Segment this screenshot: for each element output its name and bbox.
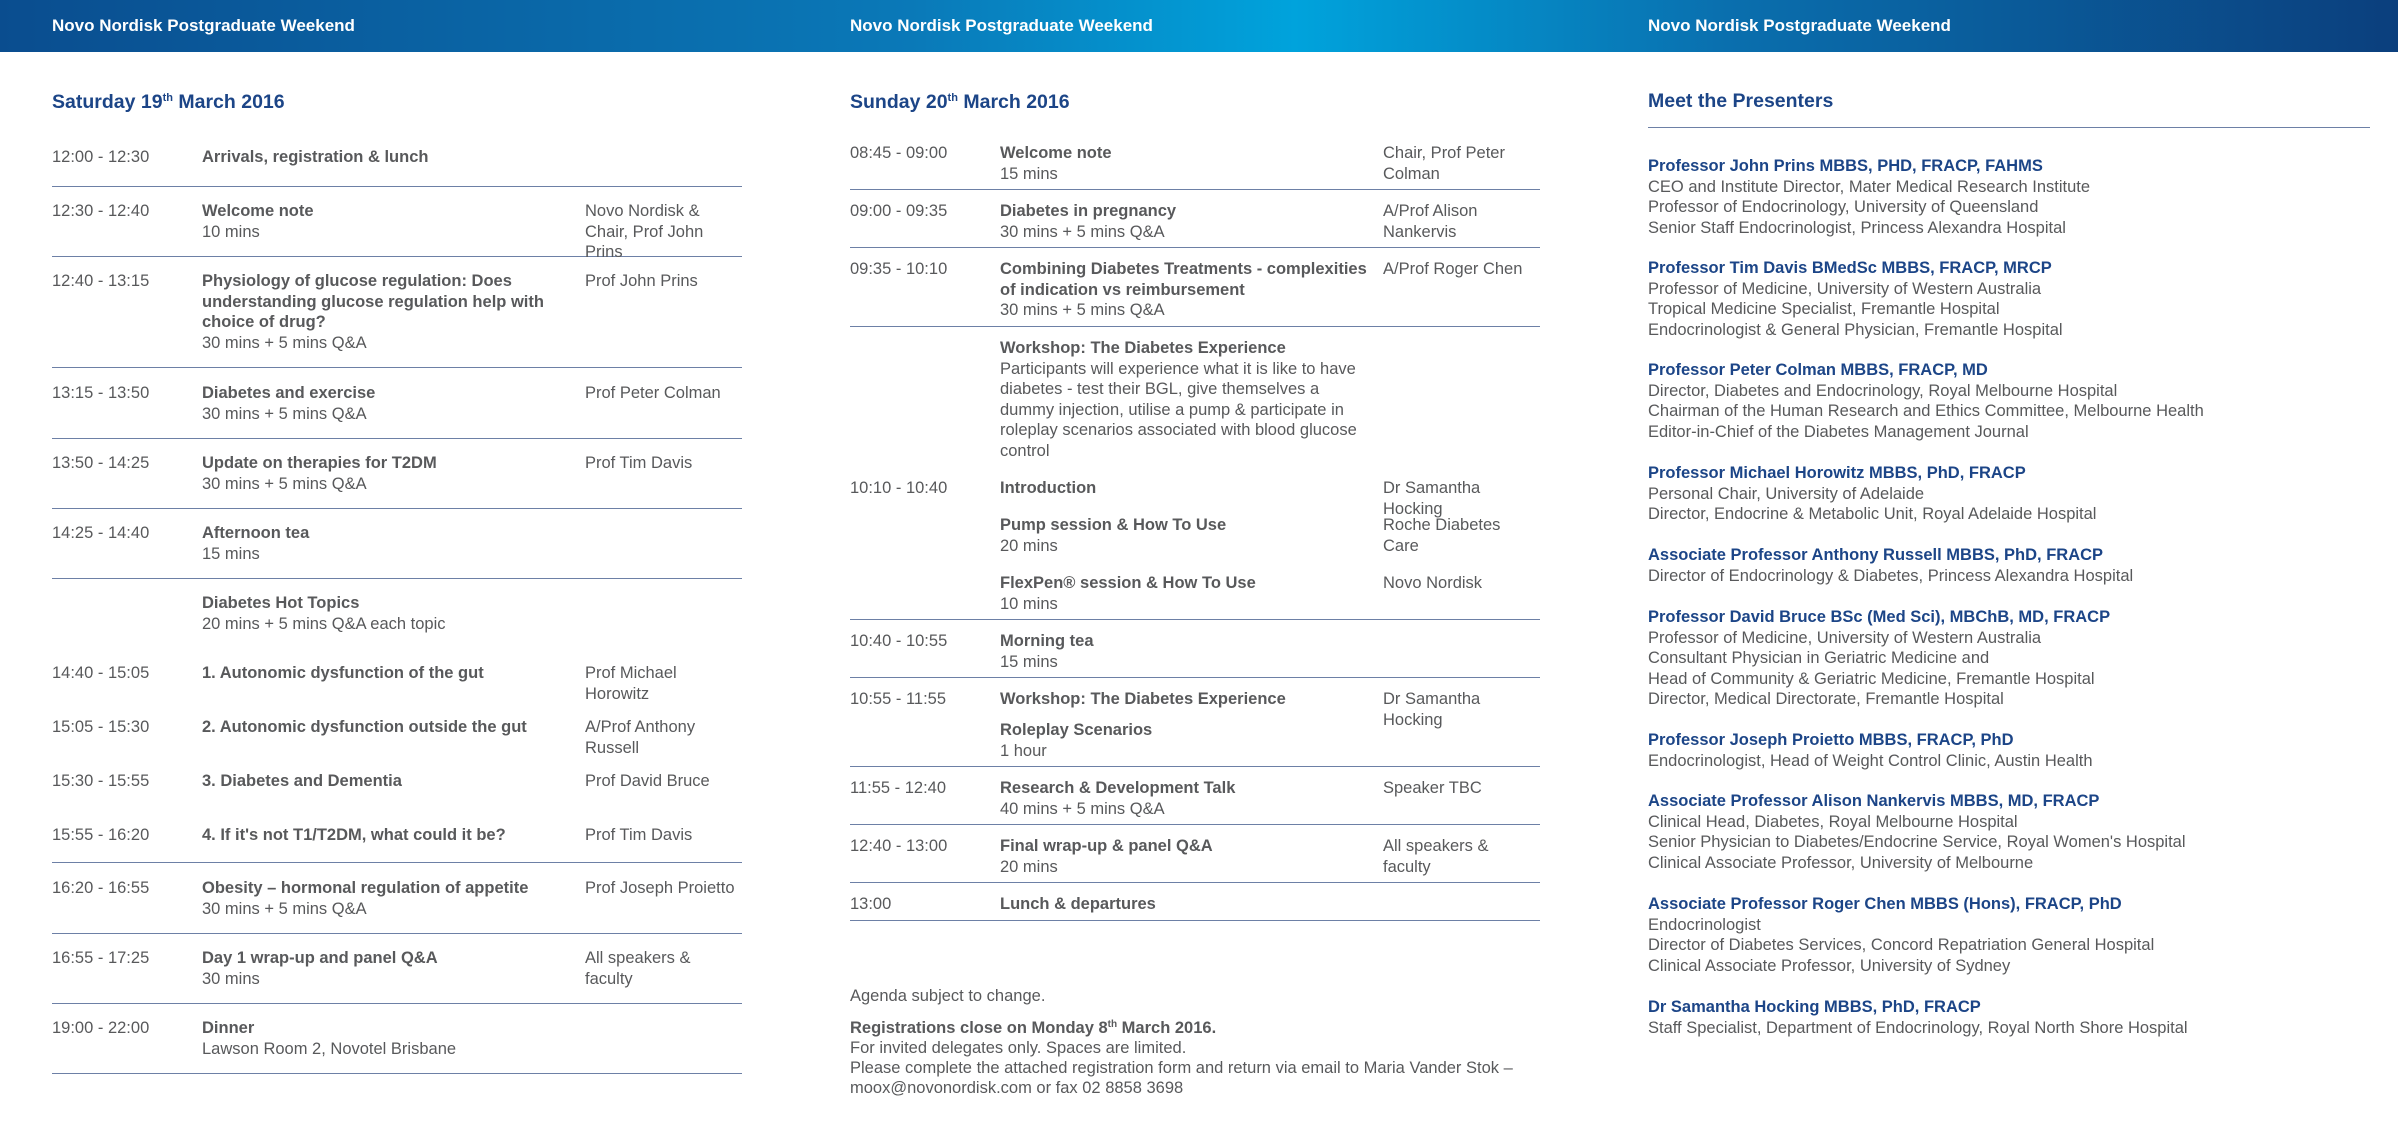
agenda-row: 16:20 - 16:55 Obesity – hormonal regulation of appetite 30 mins + 5 mins Q&A Prof Joseph Proietto [52,878,742,934]
agenda-row: 15:55 - 16:20 4. If it's not T1/T2DM, what could it be? Prof Tim Davis [52,825,742,863]
agenda-change-note: Agenda subject to change. [850,987,1046,1005]
agenda-row: 13:15 - 13:50 Diabetes and exercise 30 mins + 5 mins Q&A Prof Peter Colman [52,383,742,439]
presenter-card: Associate Professor Roger Chen MBBS (Hons), FRACP, PhD Endocrinologist Director of Diabetes Services, Concord Repatriation General Hospital Clinical Associate Professor, University of Sydney [1648,895,2155,975]
agenda-row: 16:55 - 17:25 Day 1 wrap-up and panel Q&A 30 mins All speakers & faculty [52,948,742,1004]
agenda-row: FlexPen® session & How To Use 10 mins Novo Nordisk [850,573,1540,620]
agenda-notes [850,986,1540,1098]
presenter-card: Professor John Prins MBBS, PHD, FRACP, FAHMS CEO and Institute Director, Mater Medical Research Institute Professor of Endocrinology, University of Queensland Senior Staff Endocrinologist, Princess Alexandra Hospital [1648,157,2091,237]
invited-note: For invited delegates only. Spaces are limited. [850,1039,1187,1057]
sunday-heading: Sunday 20th March 2016 [850,91,1070,113]
agenda-row: Roleplay Scenarios 1 hour [850,720,1540,767]
agenda-row: 15:05 - 15:30 2. Autonomic dysfunction outside the gut A/Prof Anthony Russell [52,718,696,757]
agenda-row: Workshop: The Diabetes Experience Participants will experience what it is like to have diabetes - test their BGL, give themselves a dummy injection, utilise a pump & participate in roleplay scenarios associated with blood glucose control [1000,339,1357,460]
agenda-row: 12:40 - 13:15 Physiology of glucose regulation: Does understanding glucose regulation help with choice of drug? 30 mins + 5 mins Q&A Prof John Prins [52,271,742,368]
agenda-row: 15:30 - 15:55 3. Diabetes and Dementia Prof David Bruce [52,772,710,790]
agenda-row: 09:00 - 09:35 Diabetes in pregnancy 30 mins + 5 mins Q&A A/Prof Alison Nankervis [850,201,1540,248]
registration-close-note: Registrations close on Monday 8th March 2016. [850,1019,1217,1037]
presenter-card: Associate Professor Alison Nankervis MBBS, MD, FRACP Clinical Head, Diabetes, Royal Melbourne Hospital Senior Physician to Diabetes/Endocrine Service, Royal Women's Hospital Clinical Associate Professor, University of Melbourne [1648,792,2186,872]
agenda-row: 12:00 - 12:30 Arrivals, registration & lunch [52,147,742,187]
agenda-row: 14:25 - 14:40 Afternoon tea 15 mins [52,523,742,579]
registration-instructions: Please complete the attached registration form and return via email to Maria Vander Stok – [850,1059,1513,1077]
presenter-card: Professor Michael Horowitz MBBS, PhD, FRACP Personal Chair, University of Adelaide Director, Endocrine & Metabolic Unit, Royal Adelaide Hospital [1648,464,2097,523]
agenda-row: 13:00 Lunch & departures [850,894,1540,921]
agenda-row: 19:00 - 22:00 Dinner Lawson Room 2, Novotel Brisbane [52,1018,742,1074]
agenda-row: Diabetes Hot Topics 20 mins + 5 mins Q&A each topic [202,594,446,633]
header-band [0,0,2398,52]
agenda-row: 12:40 - 13:00 Final wrap-up & panel Q&A 20 mins All speakers & faculty [850,836,1540,883]
presenter-card: Dr Samantha Hocking MBBS, PhD, FRACP Staff Specialist, Department of Endocrinology, Royal North Shore Hospital [1648,998,2188,1037]
presenter-card: Professor David Bruce BSc (Med Sci), MBChB, MD, FRACP Professor of Medicine, University of Western Australia Consultant Physician in Geriatric Medicine and Head of Community & Geriatric Medicine, Fremantle Hospital Director, Medical Directorate, Fremantle Hospital [1648,608,2111,708]
saturday-heading: Saturday 19th March 2016 [52,91,285,113]
agenda-row: 13:50 - 14:25 Update on therapies for T2DM 30 mins + 5 mins Q&A Prof Tim Davis [52,453,742,509]
header-title-right: Novo Nordisk Postgraduate Weekend [1648,16,1951,35]
header-title-center: Novo Nordisk Postgraduate Weekend [850,16,1153,35]
presenter-card: Professor Joseph Proietto MBBS, FRACP, PhD Endocrinologist, Head of Weight Control Clinic, Austin Health [1648,731,2093,770]
agenda-row: 10:10 - 10:40 Introduction Dr Samantha Hocking [850,479,1481,518]
presenter-card: Professor Tim Davis BMedSc MBBS, FRACP, MRCP Professor of Medicine, University of Western Australia Tropical Medicine Specialist, Fremantle Hospital Endocrinologist & General Physician, Fremantle Hospital [1648,259,2063,339]
presenters-title: Meet the Presenters [1648,90,1834,112]
agenda-row: 12:30 - 12:40 Welcome note 10 mins Novo Nordisk & Chair, Prof John Prins [52,201,742,257]
presenters-divider [1648,127,2370,128]
agenda-row: 08:45 - 09:00 Welcome note 15 mins Chair, Prof Peter Colman [850,143,1540,190]
agenda-row: Pump session & How To Use 20 mins Roche Diabetes Care [1000,516,1501,555]
agenda-row: 09:35 - 10:10 Combining Diabetes Treatments - complexities of indication vs reimbursement 30 mins + 5 mins Q&A A/Prof Roger Chen [850,259,1540,327]
presenter-card: Professor Peter Colman MBBS, FRACP, MD Director, Diabetes and Endocrinology, Royal Melbourne Hospital Chairman of the Human Research and Ethics Committee, Melbourne Health Editor-in-Chief of the Diabetes Management Journal [1648,361,2204,441]
agenda-row: 14:40 - 15:05 1. Autonomic dysfunction of the gut Prof Michael Horowitz [52,664,677,703]
contact-details: moox@novonordisk.com or fax 02 8858 3698 [850,1079,1184,1097]
header-title-left: Novo Nordisk Postgraduate Weekend [52,16,355,35]
presenter-card: Associate Professor Anthony Russell MBBS, PhD, FRACP Director of Endocrinology & Diabetes, Princess Alexandra Hospital [1648,546,2134,585]
agenda-row: 10:55 - 11:55 Workshop: The Diabetes Experience Dr Samantha Hocking [850,690,1481,729]
agenda-row: 11:55 - 12:40 Research & Development Talk 40 mins + 5 mins Q&A Speaker TBC [850,778,1540,825]
agenda-row: 10:40 - 10:55 Morning tea 15 mins [850,631,1540,678]
